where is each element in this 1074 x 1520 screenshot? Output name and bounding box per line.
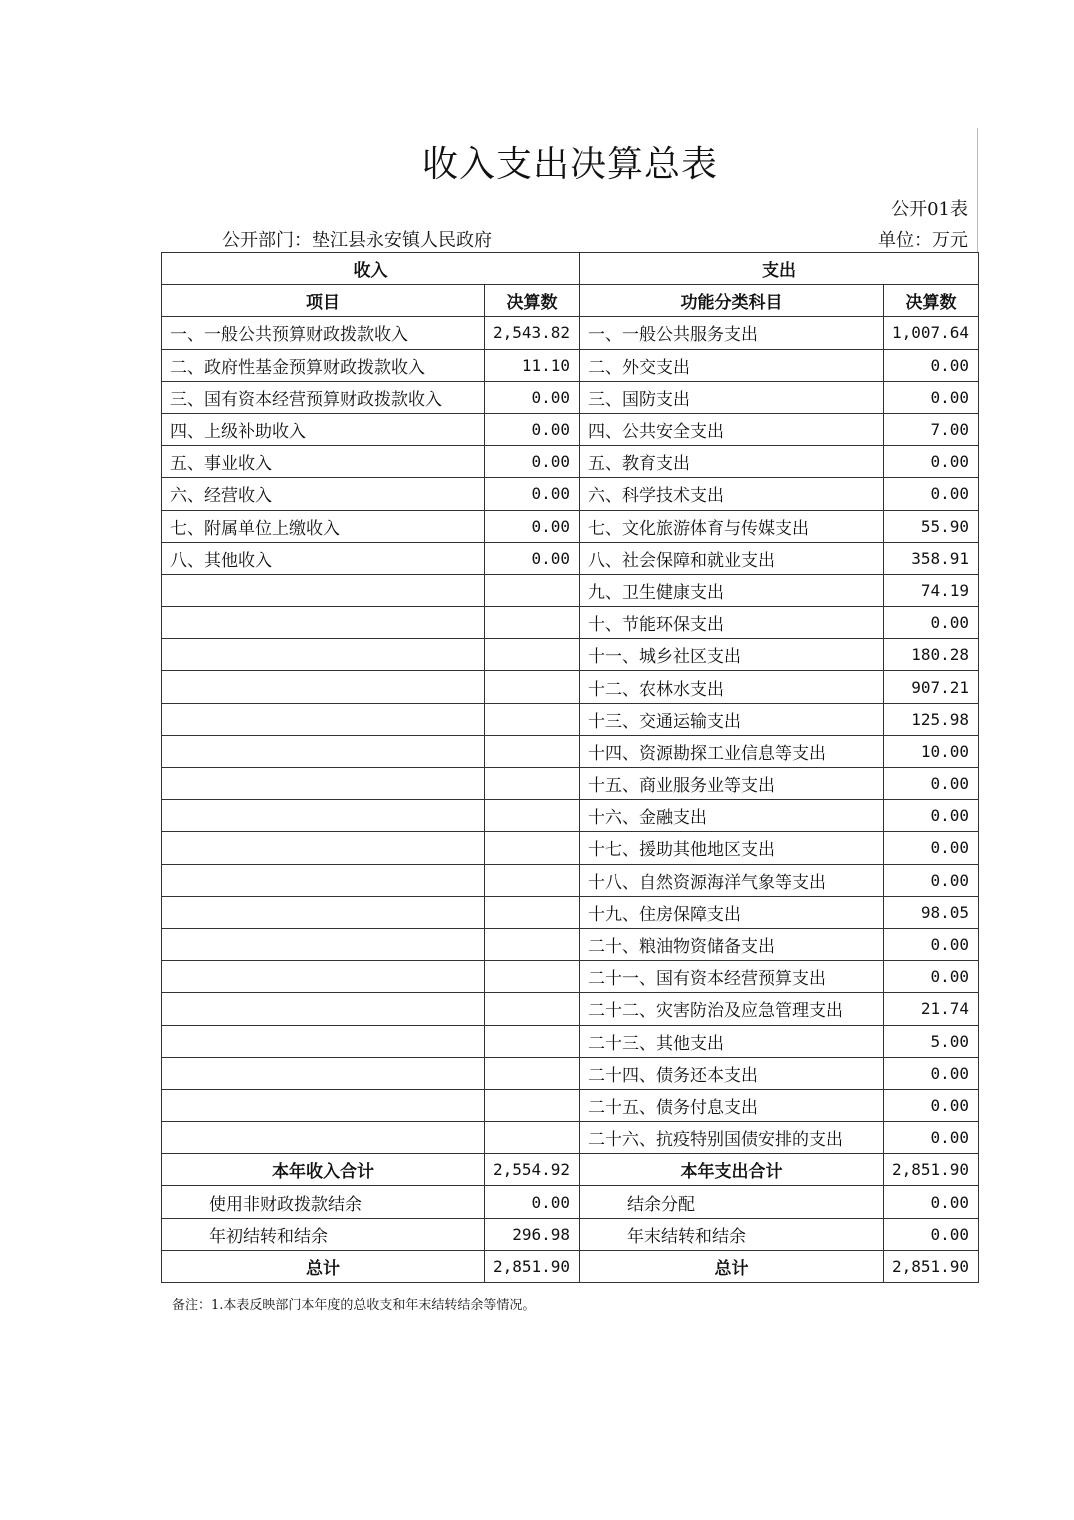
income-value: 0.00 — [485, 478, 580, 510]
income-value: 0.00 — [485, 381, 580, 413]
expense-item: 八、社会保障和就业支出 — [580, 542, 884, 574]
income-value: 0.00 — [485, 413, 580, 445]
income-item — [162, 703, 485, 735]
income-item — [162, 961, 485, 993]
expense-value: 0.00 — [884, 928, 979, 960]
expense-item: 十五、商业服务业等支出 — [580, 768, 884, 800]
expense-value: 7.00 — [884, 413, 979, 445]
expense-value: 55.90 — [884, 510, 979, 542]
income-value: 0.00 — [485, 446, 580, 478]
expense-value: 21.74 — [884, 993, 979, 1025]
summary-expense-value: 2,851.90 — [884, 1250, 979, 1282]
income-item — [162, 607, 485, 639]
income-value — [485, 1089, 580, 1121]
income-value — [485, 1057, 580, 1089]
expense-section-header: 支出 — [580, 253, 979, 285]
footnote: 备注：1.本表反映部门本年度的总收支和年末结转结余等情况。 — [172, 1298, 536, 1313]
summary-income-item: 年初结转和结余 — [162, 1218, 485, 1250]
summary-income-value: 0.00 — [485, 1186, 580, 1218]
expense-item: 二十、粮油物资储备支出 — [580, 928, 884, 960]
summary-expense-item: 年末结转和结余 — [580, 1218, 884, 1250]
expense-value: 0.00 — [884, 1057, 979, 1089]
expense-value: 0.00 — [884, 446, 979, 478]
expense-value: 358.91 — [884, 542, 979, 574]
expense-value: 0.00 — [884, 832, 979, 864]
income-value: 2,543.82 — [485, 317, 580, 349]
expense-item: 十二、农林水支出 — [580, 671, 884, 703]
income-item — [162, 1089, 485, 1121]
column-header-row — [162, 285, 979, 317]
table-row — [162, 1122, 979, 1154]
expense-item: 十九、住房保障支出 — [580, 896, 884, 928]
table-row — [162, 510, 979, 542]
income-item: 四、上级补助收入 — [162, 413, 485, 445]
income-item — [162, 735, 485, 767]
expense-value: 0.00 — [884, 864, 979, 896]
table-row — [162, 800, 979, 832]
expense-value: 0.00 — [884, 1089, 979, 1121]
income-value — [485, 1025, 580, 1057]
income-value — [485, 607, 580, 639]
table-row — [162, 1057, 979, 1089]
table-row — [162, 381, 979, 413]
income-value — [485, 864, 580, 896]
summary-expense-item: 本年支出合计 — [580, 1154, 884, 1186]
income-value — [485, 800, 580, 832]
expense-value: 0.00 — [884, 800, 979, 832]
table-row — [162, 993, 979, 1025]
section-header-row — [162, 253, 979, 285]
income-item — [162, 639, 485, 671]
income-value — [485, 671, 580, 703]
expense-value: 0.00 — [884, 607, 979, 639]
table-row — [162, 574, 979, 606]
income-item — [162, 928, 485, 960]
income-item — [162, 896, 485, 928]
expense-value: 98.05 — [884, 896, 979, 928]
income-item-header: 项目 — [162, 285, 485, 317]
summary-expense-value: 2,851.90 — [884, 1154, 979, 1186]
expense-item: 七、文化旅游体育与传媒支出 — [580, 510, 884, 542]
expense-item: 三、国防支出 — [580, 381, 884, 413]
summary-expense-item: 总计 — [580, 1250, 884, 1282]
income-item: 八、其他收入 — [162, 542, 485, 574]
income-value — [485, 961, 580, 993]
expense-item-header: 功能分类科目 — [580, 285, 884, 317]
expense-value: 0.00 — [884, 1122, 979, 1154]
table-row — [162, 1089, 979, 1121]
summary-row — [162, 1154, 979, 1186]
income-item — [162, 574, 485, 606]
expense-item: 二十五、债务付息支出 — [580, 1089, 884, 1121]
income-item: 五、事业收入 — [162, 446, 485, 478]
income-value — [485, 993, 580, 1025]
page-title: 收入支出决算总表 — [421, 144, 718, 185]
expense-amount-header: 决算数 — [884, 285, 979, 317]
table-row — [162, 317, 979, 349]
table-row — [162, 864, 979, 896]
summary-row — [162, 1218, 979, 1250]
income-item: 七、附属单位上缴收入 — [162, 510, 485, 542]
summary-income-item: 使用非财政拨款结余 — [162, 1186, 485, 1218]
table-row — [162, 478, 979, 510]
table-row — [162, 639, 979, 671]
summary-income-item: 总计 — [162, 1250, 485, 1282]
income-expense-table — [161, 252, 979, 1283]
summary-income-item: 本年收入合计 — [162, 1154, 485, 1186]
expense-value: 907.21 — [884, 671, 979, 703]
department-label: 公开部门：垫江县永安镇人民政府 — [222, 230, 492, 251]
expense-item: 二十一、国有资本经营预算支出 — [580, 961, 884, 993]
expense-item: 二十二、灾害防治及应急管理支出 — [580, 993, 884, 1025]
income-value — [485, 639, 580, 671]
income-item — [162, 671, 485, 703]
income-item: 二、政府性基金预算财政拨款收入 — [162, 349, 485, 381]
expense-value: 125.98 — [884, 703, 979, 735]
summary-income-value: 2,554.92 — [485, 1154, 580, 1186]
summary-expense-value: 0.00 — [884, 1218, 979, 1250]
table-row — [162, 349, 979, 381]
expense-value: 10.00 — [884, 735, 979, 767]
table-row — [162, 413, 979, 445]
expense-item: 二、外交支出 — [580, 349, 884, 381]
table-row — [162, 703, 979, 735]
income-value — [485, 1122, 580, 1154]
expense-item: 六、科学技术支出 — [580, 478, 884, 510]
income-value — [485, 703, 580, 735]
expense-item: 九、卫生健康支出 — [580, 574, 884, 606]
summary-income-value: 296.98 — [485, 1218, 580, 1250]
expense-value: 0.00 — [884, 478, 979, 510]
expense-item: 二十六、抗疫特别国债安排的支出 — [580, 1122, 884, 1154]
income-value: 0.00 — [485, 542, 580, 574]
table-row — [162, 768, 979, 800]
income-item — [162, 1025, 485, 1057]
table-row — [162, 961, 979, 993]
income-item — [162, 864, 485, 896]
income-item — [162, 768, 485, 800]
income-value — [485, 896, 580, 928]
income-item — [162, 800, 485, 832]
expense-value: 0.00 — [884, 768, 979, 800]
expense-item: 十一、城乡社区支出 — [580, 639, 884, 671]
expense-value: 0.00 — [884, 381, 979, 413]
income-value: 0.00 — [485, 510, 580, 542]
table-row — [162, 928, 979, 960]
unit-label: 单位：万元 — [878, 230, 968, 251]
income-value — [485, 832, 580, 864]
expense-item: 十、节能环保支出 — [580, 607, 884, 639]
expense-item: 十七、援助其他地区支出 — [580, 832, 884, 864]
income-value: 11.10 — [485, 349, 580, 381]
income-item — [162, 832, 485, 864]
table-row — [162, 896, 979, 928]
income-value — [485, 735, 580, 767]
expense-value: 0.00 — [884, 961, 979, 993]
income-amount-header: 决算数 — [485, 285, 580, 317]
income-item — [162, 1122, 485, 1154]
summary-row — [162, 1250, 979, 1282]
summary-row — [162, 1186, 979, 1218]
expense-item: 十八、自然资源海洋气象等支出 — [580, 864, 884, 896]
expense-item: 二十四、债务还本支出 — [580, 1057, 884, 1089]
expense-item: 四、公共安全支出 — [580, 413, 884, 445]
expense-value: 1,007.64 — [884, 317, 979, 349]
income-item — [162, 993, 485, 1025]
expense-item: 十三、交通运输支出 — [580, 703, 884, 735]
summary-income-value: 2,851.90 — [485, 1250, 580, 1282]
table-row — [162, 671, 979, 703]
income-value — [485, 574, 580, 606]
expense-value: 0.00 — [884, 349, 979, 381]
table-row — [162, 542, 979, 574]
table-row — [162, 832, 979, 864]
table-row — [162, 735, 979, 767]
expense-value: 5.00 — [884, 1025, 979, 1057]
expense-item: 十四、资源勘探工业信息等支出 — [580, 735, 884, 767]
table-number: 公开01表 — [891, 199, 968, 220]
summary-expense-item: 结余分配 — [580, 1186, 884, 1218]
income-item — [162, 1057, 485, 1089]
table-row — [162, 607, 979, 639]
income-section-header: 收入 — [162, 253, 580, 285]
income-value — [485, 928, 580, 960]
income-value — [485, 768, 580, 800]
income-item: 三、国有资本经营预算财政拨款收入 — [162, 381, 485, 413]
summary-expense-value: 0.00 — [884, 1186, 979, 1218]
expense-item: 一、一般公共服务支出 — [580, 317, 884, 349]
income-item: 六、经营收入 — [162, 478, 485, 510]
income-item: 一、一般公共预算财政拨款收入 — [162, 317, 485, 349]
expense-item: 十六、金融支出 — [580, 800, 884, 832]
expense-item: 二十三、其他支出 — [580, 1025, 884, 1057]
expense-value: 74.19 — [884, 574, 979, 606]
table-row — [162, 1025, 979, 1057]
expense-item: 五、教育支出 — [580, 446, 884, 478]
expense-value: 180.28 — [884, 639, 979, 671]
table-row — [162, 446, 979, 478]
